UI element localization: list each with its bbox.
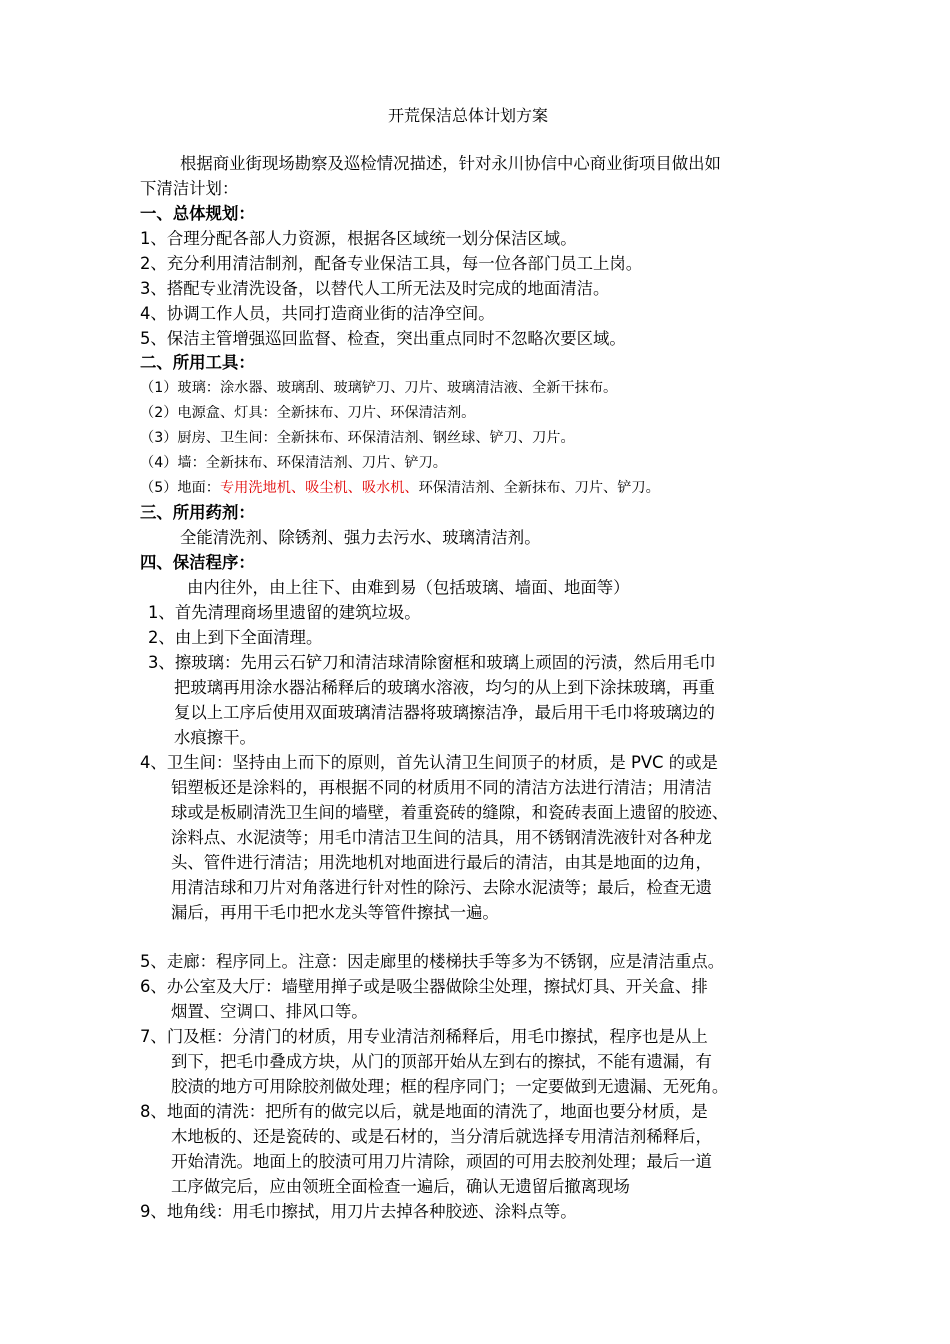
section-1-heading: 一、总体规划： <box>140 204 255 223</box>
document-title: 开荒保洁总体计划方案 <box>388 106 549 125</box>
section-2-heading: 二、所用工具： <box>140 353 255 372</box>
section-2-item-5 <box>140 477 660 499</box>
section-4-heading: 四、保洁程序： <box>140 553 255 572</box>
procedure-item-7-cont: 到下，把毛巾叠成方块，从门的顶部开始从左到右的擦拭，不能有遗漏，有 <box>171 1052 712 1071</box>
procedure-item-6: 6、办公室及大厅：墙壁用掸子或是吸尘器做除尘处理，擦拭灯具、开关盒、排 <box>140 977 708 996</box>
intro-line-2: 下清洁计划： <box>140 179 239 198</box>
section-3-text: 全能清洗剂、除锈剂、强力去污水、玻璃清洁剂。 <box>180 528 541 547</box>
procedure-item-4-cont: 漏后，再用干毛巾把水龙头等管件擦拭一遍。 <box>171 903 499 922</box>
section-2-item: （3）厨房、卫生间：全新抹布、环保清洁剂、钢丝球、铲刀、刀片。 <box>140 430 575 446</box>
procedure-item-1: 1、首先清理商场里遗留的建筑垃圾。 <box>148 603 421 622</box>
section-2-item: （2）电源盒、灯具：全新抹布、刀片、环保清洁剂。 <box>140 405 476 421</box>
procedure-item-3: 3、擦玻璃：先用云石铲刀和清洁球清除窗框和玻璃上顽固的污渍，然后用毛巾 <box>148 653 716 672</box>
procedure-item-7-cont: 胶渍的地方可用除胶剂做处理；框的程序同门；一定要做到无遗漏、无死角。 <box>171 1077 729 1096</box>
section-1-item: 3、搭配专业清洗设备，以替代人工所无法及时完成的地面清洁。 <box>140 279 610 298</box>
procedure-item-4-cont: 涂料点、水泥渍等；用毛巾清洁卫生间的洁具，用不锈钢清洗液针对各种龙 <box>171 828 712 847</box>
procedure-item-3-cont: 水痕擦干。 <box>174 728 256 747</box>
procedure-item-8-cont: 木地板的、还是瓷砖的、或是石材的，当分清后就选择专用清洁剂稀释后， <box>171 1127 712 1146</box>
section-2-item: （4）墙：全新抹布、环保清洁剂、刀片、铲刀。 <box>140 455 447 471</box>
procedure-item-2: 2、由上到下全面清理。 <box>148 628 323 647</box>
section-2-item: （1）玻璃：涂水器、玻璃刮、玻璃铲刀、刀片、玻璃清洁液、全新干抹布。 <box>140 380 618 396</box>
procedure-item-8: 8、地面的清洗：把所有的做完以后，就是地面的清洗了，地面也要分材质，是 <box>140 1102 708 1121</box>
section-1-item: 2、充分利用清洁制剂，配备专业保洁工具，每一位各部门员工上岗。 <box>140 254 643 273</box>
item-5-suffix: 环保清洁剂、全新抹布、刀片、铲刀。 <box>418 480 660 496</box>
procedure-item-3-cont: 把玻璃再用涂水器沾稀释后的玻璃水溶液，均匀的从上到下涂抹玻璃，再重 <box>174 678 715 697</box>
section-1-item: 1、合理分配各部人力资源，根据各区域统一划分保洁区域。 <box>140 229 577 248</box>
section-1-item: 5、保洁主管增强巡回监督、检查，突出重点同时不忽略次要区域。 <box>140 329 626 348</box>
item-5-prefix: （5）地面： <box>140 480 220 496</box>
procedure-item-8-cont: 工序做完后，应由领班全面检查一遍后，确认无遗留后撤离现场 <box>171 1177 630 1196</box>
procedure-item-4-cont: 头、管件进行清洁；用洗地机对地面进行最后的清洁，由其是地面的边角， <box>171 853 712 872</box>
procedure-item-5: 5、走廊：程序同上。注意：因走廊里的楼梯扶手等多为不锈钢，应是清洁重点。 <box>140 952 725 971</box>
procedure-item-4-cont: 铝塑板还是涂料的，再根据不同的材质用不同的清洁方法进行清洁；用清洁 <box>171 778 712 797</box>
intro-line-1: 根据商业街现场勘察及巡检情况描述，针对永川协信中心商业街项目做出如 <box>180 154 721 173</box>
section-4-lead: 由内往外，由上往下、由难到易（包括玻璃、墙面、地面等） <box>187 578 630 597</box>
section-3-heading: 三、所用药剂： <box>140 503 255 522</box>
procedure-item-8-cont: 开始清洗。地面上的胶渍可用刀片清除，顽固的可用去胶剂处理；最后一道 <box>171 1152 712 1171</box>
item-5-highlight: 专用洗地机、吸尘机、吸水机、 <box>219 480 419 496</box>
procedure-item-9: 9、地角线：用毛巾擦拭，用刀片去掉各种胶迹、涂料点等。 <box>140 1202 577 1221</box>
procedure-item-3-cont: 复以上工序后使用双面玻璃清洁器将玻璃擦洁净，最后用干毛巾将玻璃边的 <box>174 703 715 722</box>
procedure-item-6-cont: 烟置、空调口、排风口等。 <box>171 1002 368 1021</box>
procedure-item-4: 4、卫生间：坚持由上而下的原则，首先认清卫生间顶子的材质，是 PVC 的或是 <box>140 753 718 772</box>
procedure-item-4-cont: 球或是板刷清洗卫生间的墙壁，着重瓷砖的缝隙，和瓷砖表面上遗留的胶迹、 <box>171 803 729 822</box>
procedure-item-7: 7、门及框：分清门的材质，用专业清洁剂稀释后，用毛巾擦拭，程序也是从上 <box>140 1027 708 1046</box>
procedure-item-4-cont: 用清洁球和刀片对角落进行针对性的除污、去除水泥渍等；最后，检查无遗 <box>171 878 712 897</box>
section-1-item: 4、协调工作人员，共同打造商业街的洁净空间。 <box>140 304 495 323</box>
